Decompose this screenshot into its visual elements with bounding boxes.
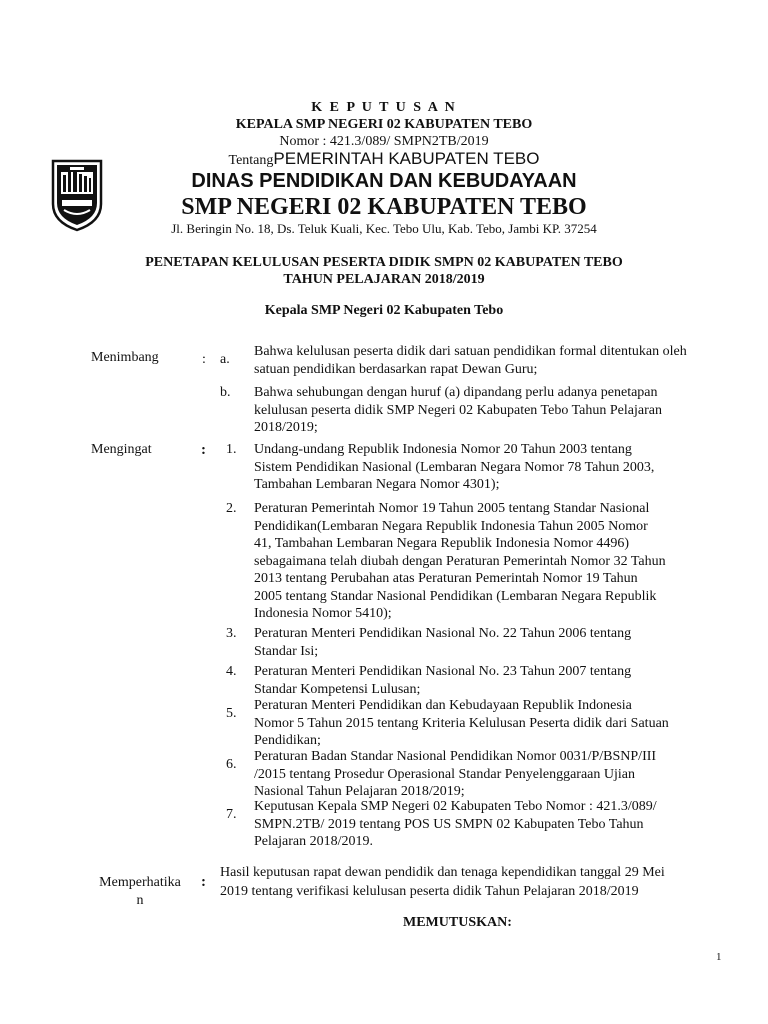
mengingat-marker: 1. [226,442,237,457]
school-address: Jl. Beringin No. 18, Ds. Teluk Kuali, Kec. Tebo Ulu, Kab. Tebo, Jambi KP. 37254 [171,221,597,236]
mengingat-item [254,500,705,623]
memperhatikan-text [220,863,706,901]
text-line: Peraturan Menteri Pendidikan dan Kebudayaan Republik Indonesia [254,698,632,713]
text-line: sebagaimana telah diubah dengan Peraturan Pemerintah Nomor 32 Tahun [254,553,666,569]
text-line: 2019 tentang verifikasi kelulusan peserta didik Tahun Pelajaran 2018/2019 [220,884,639,899]
text-line: Keputusan Kepala SMP Negeri 02 Kabupaten Tebo Nomor : 421.3/089/ [254,799,657,814]
nomor-line: Nomor : 421.3/089/ SMPN2TB/2019 [279,134,489,149]
menimbang-marker: a. [220,352,230,367]
text-line: Peraturan Menteri Pendidikan Nasional No. 22 Tahun 2006 tentang [254,626,632,641]
text-line: Pelajaran 2018/2019. [254,834,373,849]
menimbang-marker: b. [220,385,231,400]
mengingat-marker: 4. [226,664,237,679]
memperhatikan-colon: : [201,874,206,890]
mengingat-item [254,697,705,750]
decision-subtitle: Kepala SMP Negeri 02 Kabupaten Tebo [264,303,504,318]
mengingat-marker: 2. [226,501,237,516]
menimbang-label: Menimbang [91,350,159,365]
text-line: kelulusan peserta didik SMP Negeri 02 Kabupaten Tebo Tahun Pelajaran [254,402,662,418]
mengingat-colon: : [201,442,206,458]
mengingat-item [254,663,705,698]
dinas-heading: DINAS PENDIDIKAN DAN KEBUDAYAAN [191,170,577,192]
mengingat-marker: 7. [226,807,237,822]
mengingat-marker: 3. [226,626,237,641]
tentang-line [0,149,768,169]
mengingat-item [254,798,705,851]
memperhatikan-label [94,874,186,910]
text-line: Peraturan Menteri Pendidikan Nasional No. 23 Tahun 2007 tentang [254,664,632,679]
text-line: Tambahan Lembaran Negara Nomor 4301); [254,477,500,492]
mengingat-item [254,625,705,660]
text-line: Hasil keputusan rapat dewan pendidik dan tenaga kependidikan tanggal 29 Mei [220,865,665,880]
school-name: SMP NEGERI 02 KABUPATEN TEBO [181,194,587,220]
label-line: Memperhatika [99,875,181,890]
text-line: Nasional Tahun Pelajaran 2018/2019; [254,784,465,799]
text-line: Indonesia Nomor 5410); [254,606,392,621]
kepala-heading: KEPALA SMP NEGERI 02 KABUPATEN TEBO [235,117,533,132]
page-number: 1 [716,951,722,963]
mengingat-item [254,748,705,801]
mengingat-marker: 5. [226,706,237,721]
text-line: 41, Tambahan Lembaran Negara Republik Indonesia Nomor 4496) [254,536,630,551]
text-line: Pendidikan(Lembaran Negara Republik Indonesia Tahun 2005 Nomor [254,518,648,534]
mengingat-item [254,441,705,494]
label-line: n [136,893,144,908]
mengingat-label: Mengingat [91,442,152,457]
text-line: Standar Isi; [254,643,319,659]
text-line: Bahwa kelulusan peserta didik dari satuan pendidikan formal ditentukan oleh [254,344,687,359]
menimbang-colon: : [202,352,206,367]
text-line: Pendidikan; [254,733,321,748]
text-line: Peraturan Pemerintah Nomor 19 Tahun 2005 tentang Standar Nasional [254,501,650,516]
menimbang-item [254,343,705,378]
text-line: Nomor 5 Tahun 2015 tentang Kriteria Kelulusan Peserta didik dari Satuan [254,715,669,731]
text-line: satuan pendidikan berdasarkan rapat Dewan Guru; [254,361,538,377]
pemerintah-heading: PEMERINTAH KABUPATEN TEBO [273,149,540,168]
text-line: 2018/2019; [254,420,318,435]
decision-title-line2: TAHUN PELAJARAN 2018/2019 [283,272,485,287]
text-line: 2005 tentang Standar Nasional Pendidikan (Lembaran Negara Republik [254,588,657,604]
text-line: Undang-undang Republik Indonesia Nomor 20 Tahun 2003 tentang [254,442,632,457]
text-line: Sistem Pendidikan Nasional (Lembaran Negara Nomor 78 Tahun 2003, [254,459,655,475]
menimbang-item [254,384,705,437]
text-line: /2015 tentang Prosedur Operasional Standar Penyelenggaraan Ujian [254,766,636,782]
tentang-prefix: Tentang [228,153,274,168]
memutuskan-heading: MEMUTUSKAN: [403,915,512,930]
text-line: 2013 tentang Perubahan atas Peraturan Pemerintah Nomor 19 Tahun [254,571,638,586]
text-line: Standar Kompetensi Lulusan; [254,681,421,697]
text-line: Peraturan Badan Standar Nasional Pendidikan Nomor 0031/P/BSNP/III [254,749,657,764]
text-line: SMPN.2TB/ 2019 tentang POS US SMPN 02 Kabupaten Tebo Tahun [254,816,644,832]
text-line: Bahwa sehubungan dengan huruf (a) dipandang perlu adanya penetapan [254,385,658,400]
decision-title-line1: PENETAPAN KELULUSAN PESERTA DIDIK SMPN 02 KABUPATEN TEBO [145,255,623,270]
mengingat-marker: 6. [226,757,237,772]
doc-type-heading: K E P U T U S A N [311,100,457,115]
